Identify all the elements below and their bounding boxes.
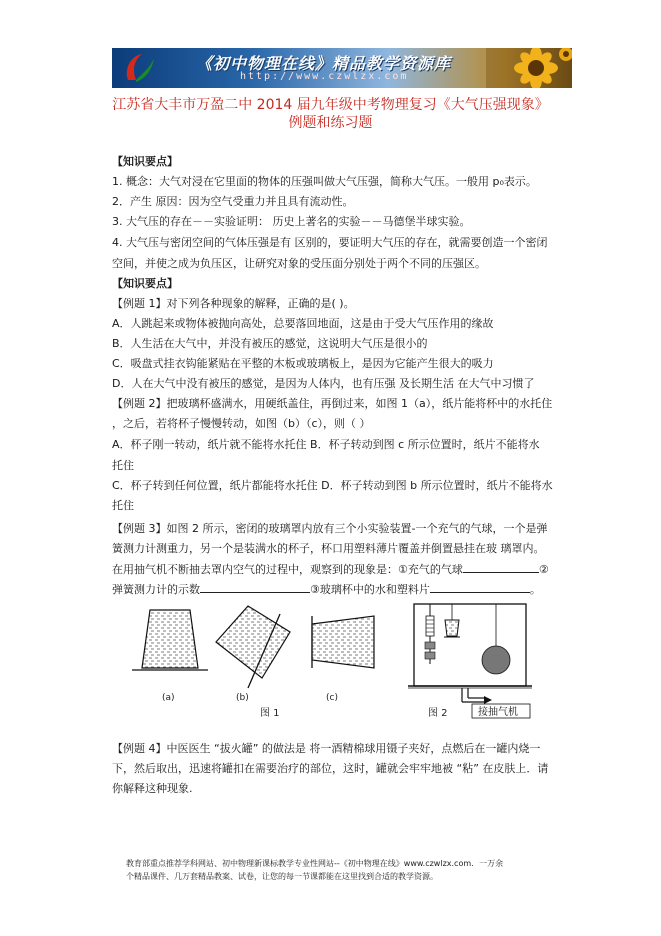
knowledge-point: 3. 大气压的存在－－实验证明： 历史上著名的实验－－马德堡半球实验。 [112, 215, 471, 228]
sunflower-icon [486, 48, 572, 88]
figure-2-caption: 图 2 [428, 708, 448, 719]
example-2-line: 【例题 2】把玻璃杯盛满水，用硬纸盖住，再倒过来，如图 1（a），纸片能将杯中的水托住 [112, 397, 553, 410]
example-2-line: 托住 [112, 499, 134, 512]
example-1-stem: 【例题 1】对下列各种现象的解释，正确的是( )。 [112, 297, 355, 310]
figure-1a-label: (a) [162, 693, 175, 703]
banner-title: 《初中物理在线》精品教学资源库 [196, 54, 452, 73]
example-3-line: 【例题 3】如图 2 所示，密闭的玻璃罩内放有三个小实验装置-一个充气的气球，一个是弹 [112, 522, 548, 535]
document-title-line1: 江苏省大丰市万盈二中 2014 届九年级中考物理复习《大气压强现象》 [112, 97, 549, 113]
example-3-line4b: ③玻璃杯中的水和塑料片 [310, 583, 430, 596]
figure-1c-label: (c) [326, 693, 338, 703]
figure-1a-cup [132, 610, 208, 670]
answer-blank-2[interactable] [200, 581, 310, 593]
example-3-line: 簧测力计测重力，另一个是装满水的杯子，杯口用塑料薄片覆盖并倒置悬挂在玻 璃罩内。 [112, 542, 545, 555]
example-3-line [112, 561, 549, 578]
knowledge-point: 1. 概念：大气对浸在它里面的物体的压强叫做大气压强，简称大气压。一般用 p₀表示。 [112, 175, 537, 188]
example-2-line: 托住 [112, 459, 134, 472]
figure-2-bell-jar [408, 604, 532, 718]
example-3-line [112, 581, 541, 598]
figure-1-and-2 [112, 602, 578, 720]
example-4-line: 你解释这种现象. [112, 782, 193, 795]
example-3-line4-end: 。 [529, 583, 541, 596]
figure-1b-label: (b) [236, 693, 249, 703]
section-knowledge-heading-2: 【知识要点】 [112, 277, 178, 290]
example-2-line: C．杯子转到任何位置，纸片都能将水托住 D．杯子转动到图 b 所示位置时，纸片不能将水 [112, 479, 553, 492]
site-logo-icon [120, 50, 156, 86]
site-banner[interactable] [112, 48, 572, 88]
example-1-option-c: C．吸盘式挂衣钩能紧贴在平整的木板或玻璃板上，是因为它能产生很大的吸力 [112, 357, 494, 370]
example-4-line: 下，然后取出，迅速将罐扣在需要治疗的部位，这时，罐就会牢牢地被 “粘” 在皮肤上．请 [112, 762, 549, 775]
document-title-line2: 例题和练习题 [288, 115, 373, 131]
example-3-line4a: 弹簧测力计的示数 [112, 583, 200, 596]
example-4-line: 【例题 4】中医医生 “拔火罐” 的做法是 将一酒精棉球用镊子夹好，点燃后在一罐内烧一 [112, 742, 541, 755]
knowledge-point: 空间，并使之成为负压区，让研究对象的受压面分别处于两个不同的压强区。 [112, 257, 486, 270]
example-3-line3-text: 在用抽气机不断抽去罩内空气的过程中，观察到的现象是：①充气的气球 [112, 563, 463, 576]
knowledge-point: 4. 大气压与密闭空间的气体压强是有 区别的，要证明大气压的存在，就需要创造一个密闭 [112, 236, 548, 249]
banner-url[interactable]: http://www.czwlzx.com [240, 71, 409, 82]
example-2-line: A．杯子刚一转动，纸片就不能将水托住 B．杯子转动到图 c 所示位置时，纸片不能将水 [112, 438, 540, 451]
example-1-option-d: D．人在大气中没有被压的感觉，是因为人体内，也有压强 及长期生活 在大气中习惯了 [112, 377, 535, 390]
answer-blank-3[interactable] [430, 581, 530, 593]
example-3-circled-2: ② [538, 563, 549, 576]
figure-1b-cup [216, 606, 290, 688]
answer-blank-1[interactable] [463, 561, 539, 573]
example-1-option-a: A．人跳起来或物体被抛向高处，总要落回地面，这是由于受大气压作用的缘故 [112, 317, 494, 330]
knowledge-point: 2．产生 原因：因为空气受重力并且具有流动性。 [112, 195, 354, 208]
figure-1-caption: 图 1 [260, 708, 280, 719]
section-knowledge-heading: 【知识要点】 [112, 155, 178, 168]
footer-line: 个精品课件、几万套精品教案、试卷，让您的每一节课都能在这里找到合适的教学资源。 [126, 872, 438, 881]
footer-line: 教育部重点推荐学科网站、初中物理新课标教学专业性网站--《初中物理在线》www.czwlzx.com．一万余 [126, 859, 504, 868]
figure-1c-cup [312, 616, 374, 668]
example-2-line: ，之后，若将杯子慢慢转动，如图（b）（c），则（ ） [112, 417, 371, 430]
example-1-option-b: B．人生活在大气中，并没有被压的感觉，这说明大气压是很小的 [112, 337, 428, 350]
pump-label: 接抽气机 [478, 707, 518, 718]
